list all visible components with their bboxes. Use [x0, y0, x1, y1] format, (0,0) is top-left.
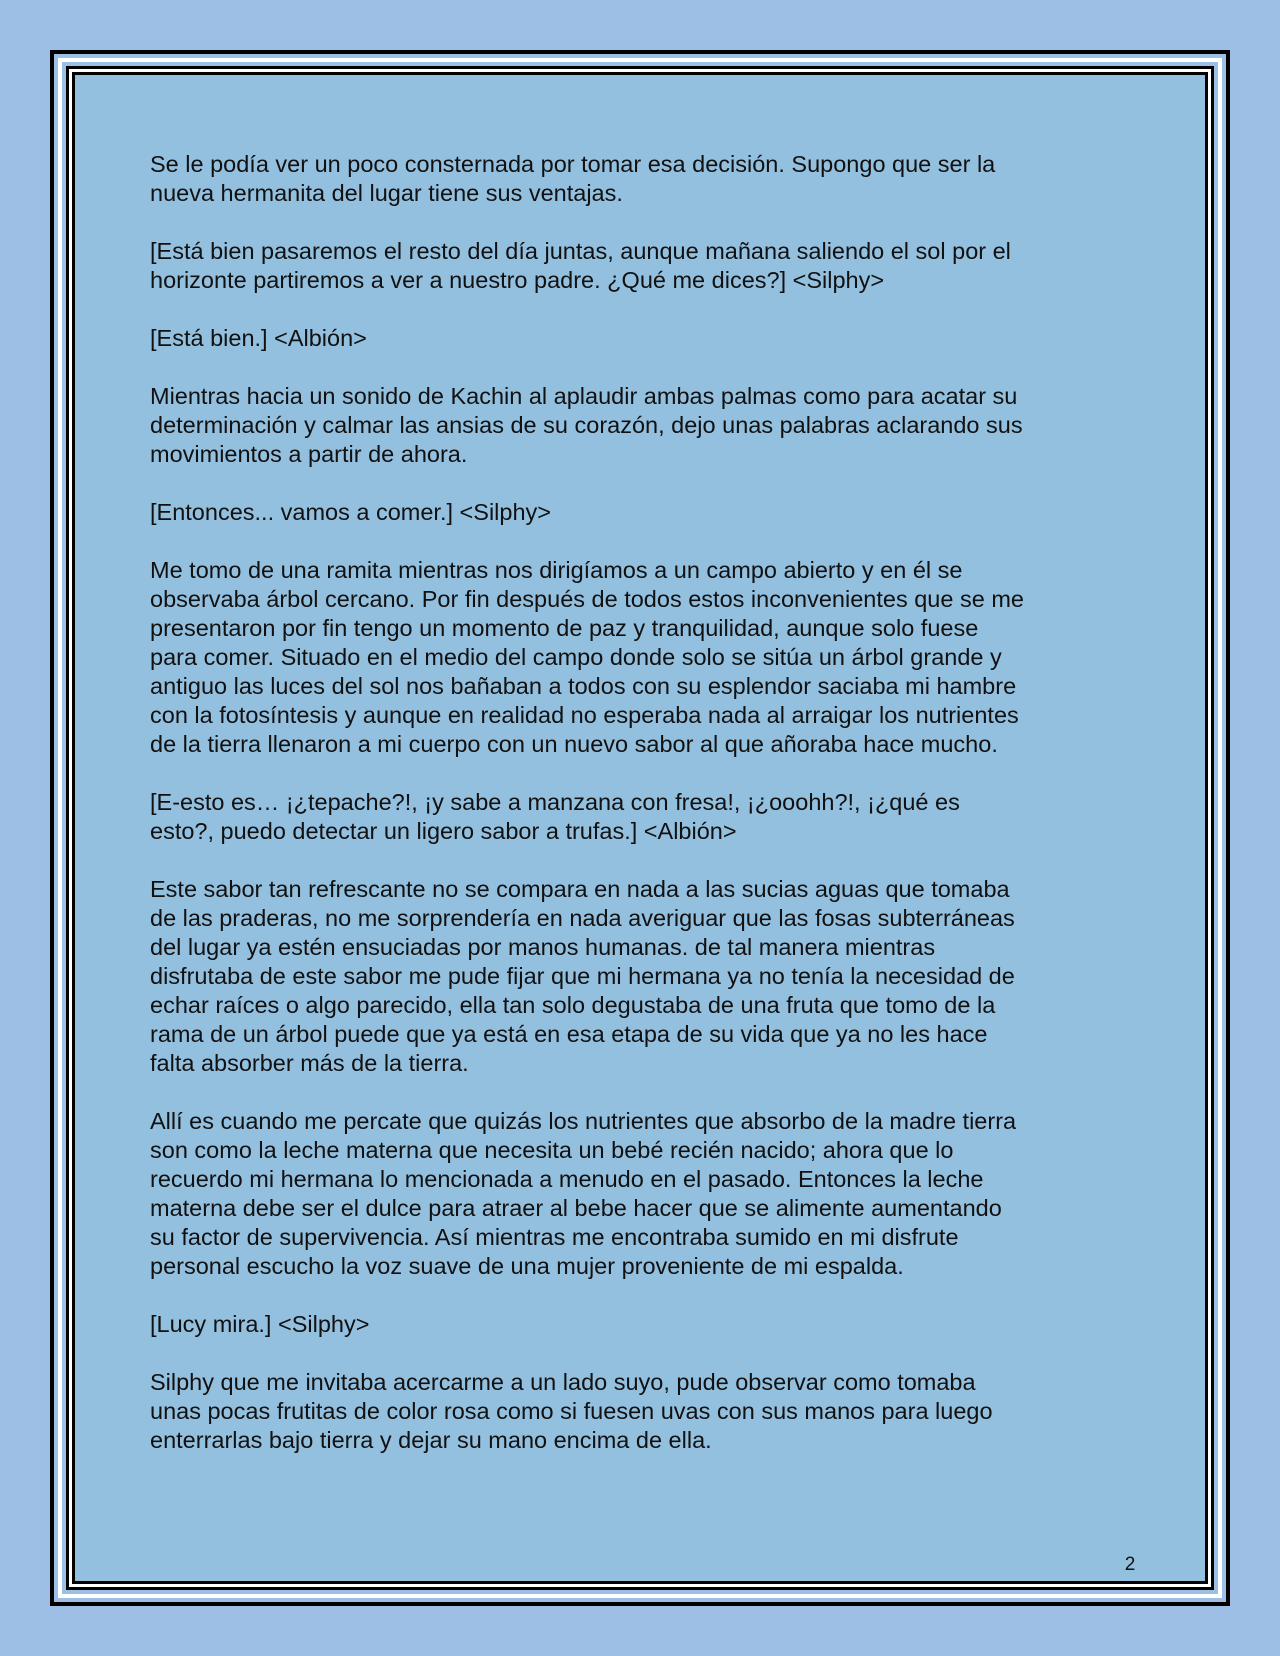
paragraph-4: Este sabor tan refrescante no se compara en nada a las sucias aguas que tomaba de las praderas, no me sorprendería en nada averiguar que las fosas subterráneas del lugar ya estén ensuciadas por manos humanas. de tal manera mientras disfrutaba de este sabor me pude fijar que mi hermana ya no tenía la necesidad de echar raíces o algo parecido, ella tan solo degustaba de una fruta que tomo de la rama de un árbol puede que ya está en esa etapa de su vida que ya no les hace falta absorber más de la tierra. [150, 876, 1015, 1076]
document-body [150, 150, 1090, 1484]
dialogue-albion-1: [Está bien.] <Albión> [150, 325, 367, 351]
dialogue-silphy-2: [Entonces... vamos a comer.] <Silphy> [150, 499, 552, 525]
dialogue-silphy-1: [Está bien pasaremos el resto del día juntas, aunque mañana saliendo el sol por el horizonte partiremos a ver a nuestro padre. ¿Qué me dices?] <Silphy> [150, 238, 1011, 293]
paragraph-3: Me tomo de una ramita mientras nos dirigíamos a un campo abierto y en él se observaba árbol cercano. Por fin después de todos estos inconvenientes que se me presentaron por fin tengo un momento de paz y tranquilidad, aunque solo fuese para comer. Situado en el medio del campo donde solo se sitúa un árbol grande y antiguo las luces del sol nos bañaban a todos con su esplendor saciaba mi hambre con la fotosíntesis y aunque en realidad no esperaba nada al arraigar los nutrientes de la tierra llenaron a mi cuerpo con un nuevo sabor al que añoraba hace mucho. [150, 557, 1024, 757]
paragraph-2: Mientras hacia un sonido de Kachin al aplaudir ambas palmas como para acatar su determinación y calmar las ansias de su corazón, dejo unas palabras aclarando sus movimientos a partir de ahora. [150, 383, 1023, 467]
page-number: 2 [1124, 1554, 1136, 1575]
paragraph-5: Allí es cuando me percate que quizás los nutrientes que absorbo de la madre tierra son como la leche materna que necesita un bebé recién nacido; ahora que lo recuerdo mi hermana lo mencionada a menudo en el pasado. Entonces la leche materna debe ser el dulce para atraer al bebe hacer que se alimente aumentando su factor de supervivencia. Así mientras me encontraba sumido en mi disfrute personal escucho la voz suave de una mujer proveniente de mi espalda. [150, 1108, 1017, 1279]
dialogue-silphy-3: [Lucy mira.] <Silphy> [150, 1311, 370, 1337]
dialogue-albion-2: [E-esto es… ¡¿tepache?!, ¡y sabe a manzana con fresa!, ¡¿ooohh?!, ¡¿qué es esto?, puedo detectar un ligero sabor a trufas.] <Albión> [150, 789, 960, 844]
paragraph-1: Se le podía ver un poco consternada por tomar esa decisión. Supongo que ser la nueva hermanita del lugar tiene sus ventajas. [150, 151, 996, 206]
paragraph-6: Silphy que me invitaba acercarme a un lado suyo, pude observar como tomaba unas pocas frutitas de color rosa como si fuesen uvas con sus manos para luego enterrarlas bajo tierra y dejar su mano encima de ella. [150, 1369, 993, 1453]
